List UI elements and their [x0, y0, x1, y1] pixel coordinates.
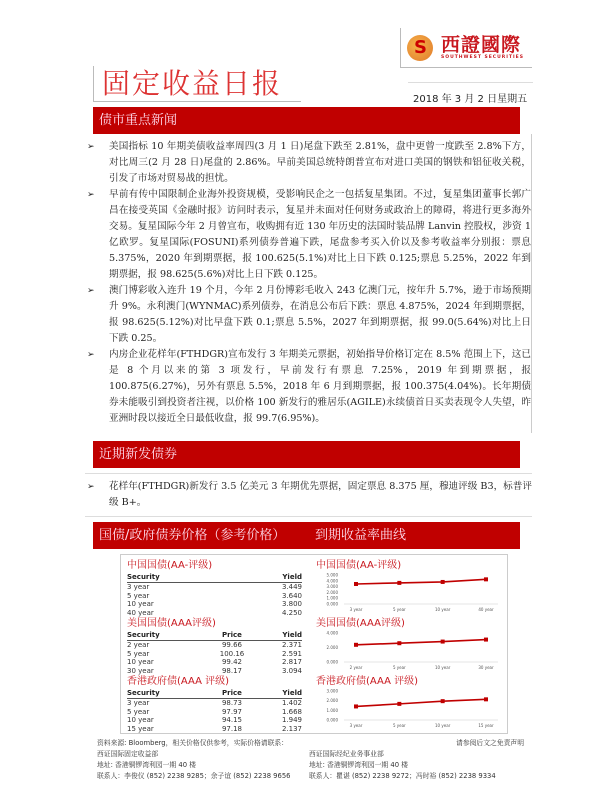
bond-panel [120, 554, 508, 734]
cell-security: 15 year [127, 724, 154, 733]
cell-price [207, 592, 257, 601]
report-date: 2018 年 3 月 2 日星期五 [413, 94, 528, 105]
dept-contacts: 联系人：李俊仪 (852) 2238 9285；余子谊 (852) 2238 9656 [97, 772, 291, 780]
y-tick-label: 2.000 [326, 698, 338, 704]
cell-yield: 3.094 [281, 666, 302, 675]
chart-svg [316, 688, 504, 732]
col-price [207, 572, 257, 582]
yield-chart [316, 675, 504, 736]
new-issues-list [85, 473, 532, 517]
data-point [354, 704, 358, 708]
x-tick-label: 30 year [478, 665, 494, 670]
bullet-icon: ➢ [87, 142, 95, 152]
table-row [127, 592, 302, 601]
y-tick-label: 0.000 [326, 659, 338, 665]
cell-yield: 2.137 [281, 724, 302, 733]
y-tick-label: 0.000 [326, 717, 338, 723]
company-logo [400, 28, 532, 68]
cell-security: 5 year [127, 649, 150, 658]
cell-security: 5 year [127, 707, 150, 716]
series-line [356, 579, 486, 584]
x-tick-label: 2 year [349, 665, 363, 670]
chart-title: 美国国债(AAA评级) [316, 618, 405, 629]
news-text: 美国指标 10 年期美债收益率周四(3 月 1 日)尾盘下跌至 2.81%，盘中更曾一度跌至 2.8%下方，对比周三(2 月 28 日)尾盘的 2.86%。早前美国总统特朗普宣布对进口美国的钢铁和铝征收关税，引发了市场对贸易战的担忧。 [109, 141, 531, 184]
logo-cn: 西證國際 [441, 34, 522, 56]
logo-en: SOUTHWEST SECURITIES [441, 55, 524, 60]
col-yield: Yield [282, 689, 302, 697]
table-row [127, 583, 302, 592]
report-body [85, 107, 532, 786]
y-tick-label: 2.000 [326, 645, 338, 650]
yield-chart [316, 559, 504, 620]
data-point [484, 697, 488, 701]
x-tick-label: 5 year [392, 723, 406, 728]
cell-price: 98.73 [221, 699, 243, 707]
y-tick-label: 4.000 [326, 630, 338, 636]
bond-table [127, 559, 302, 617]
cell-yield: 3.800 [281, 600, 302, 609]
table-row [127, 708, 302, 717]
cell-yield: 1.668 [281, 707, 302, 716]
news-text: 澳门博彩收入连升 19 个月，今年 2 月份博彩毛收入 243 亿澳门元，按年升 5.7%，逊于市场预期升 9%。永利澳门(WYNMAC)系列债券，在消息公布后下跌：票息 4.875%，2024 年到期票据，报 98.625(5.12%)对比早盘下跌 0.1;票息 5.5%，2027 年到期票据，报 99.0(5.64%)对比上日下跌 0.25。 [109, 285, 531, 344]
bullet-icon: ➢ [87, 482, 95, 492]
series-line [356, 640, 486, 645]
cell-yield: 1.402 [281, 699, 302, 707]
col-security: Security [127, 689, 160, 697]
data-point [397, 702, 401, 706]
data-point [354, 643, 358, 647]
y-tick-label: 4.000 [326, 578, 338, 584]
data-point [441, 699, 445, 703]
cell-yield: 2.817 [281, 658, 302, 667]
news-text: 内房企业花样年(FTHDGR)宣布发行 3 年期美元票据，初始指导价格订定在 8.5% 范围上下，这已是 8 个月以来的第 3 项发行，早前发行有票息 7.25%，2019 年到期票据，报 100.875(6.27%)，另外有票息 5.5%，2018 年 6 月到期票据，报 100.375(4.04%)。长年期债券未能吸引到投资者注视，以价格 100 新发行的雅居乐(AGILE)永续债首日买卖表现令人失望，昨亚洲时段以接近全日最低收盘，报 99.7(6.95%)。 [109, 349, 531, 424]
x-tick-label: 40 year [478, 607, 494, 612]
chart-title: 香港政府债(AAA 评级) [316, 676, 419, 687]
data-point [441, 580, 445, 584]
data-point [484, 638, 488, 642]
table-header [127, 630, 302, 641]
x-tick-label: 15 year [478, 723, 494, 728]
divider [408, 82, 533, 83]
news-item [85, 347, 531, 427]
dept-name: 西证国际固定收益部 [97, 750, 159, 758]
cell-security: 10 year [127, 600, 154, 609]
y-tick-label: 1.000 [326, 707, 338, 713]
page-title: 固定收益日报 [93, 66, 301, 102]
cell-security: 2 year [127, 641, 150, 649]
news-text: 早前有传中国限制企业海外投资规模，受影响民企之一包括复星集团。不过，复星集团董事长郭广昌在接受英国《金融时报》访问时表示，复星并未面对任何财务或政治上的障碍，将进行更多海外交易。复星国际今年 2 月曾宣布，收购拥有近 130 年历史的法国时装品牌 Lanvin 控股权，涉资 1 亿欧罗。复星国际(FOSUNI)系列债券普遍下跌，尾盘参考买入价以及参考收益率分别报：票息 5.375%，2020 年到期票据，报 100.625(5.1%)对比上日下跌 0.125;票息 5.25%，2022 年到期票据，报 98.625(5.6%)对比上日下跌 0.125。 [109, 189, 531, 280]
cell-price: 99.66 [221, 641, 243, 649]
col-yield: Yield [282, 573, 302, 581]
table-title: 香港政府债(AAA 评级) [127, 676, 230, 687]
cell-price [207, 583, 257, 592]
y-tick-label: 3.000 [326, 584, 338, 590]
issue-text: 花样年(FTHDGR)新发行 3.5 亿美元 3 年期优先票据，固定票息 8.375 厘，穆迪评级 B3，标普评级 B+。 [109, 481, 532, 508]
footer [97, 738, 523, 786]
dept-name: 西证国际经纪业务事业部 [309, 750, 384, 758]
cell-yield: 2.371 [281, 641, 302, 649]
table-header [127, 688, 302, 699]
table-row [127, 658, 302, 667]
y-tick-label: 1.000 [326, 595, 338, 601]
cell-price: 99.42 [221, 658, 243, 667]
table-title: 美国国债(AAA评级) [127, 618, 216, 629]
col-price: Price [222, 631, 242, 639]
data-point [397, 641, 401, 645]
cell-price: 100.16 [219, 649, 245, 658]
curve-title: 到期收益率曲线 [315, 528, 407, 543]
cell-security: 40 year [127, 608, 154, 617]
table-row [127, 716, 302, 725]
y-tick-label: 0.000 [326, 601, 338, 607]
x-tick-label: 3 year [349, 607, 363, 612]
logo-mark-icon [407, 35, 433, 61]
section-header-new-issues: 近期新发债券 [93, 441, 520, 468]
disclaimer-note: 请参阅后文之免责声明 [456, 739, 524, 747]
bullet-icon: ➢ [87, 190, 95, 200]
x-tick-label: 3 year [349, 723, 363, 728]
data-point [484, 577, 488, 581]
yield-chart [316, 617, 504, 678]
cell-price: 97.18 [221, 724, 243, 733]
news-item [85, 139, 531, 187]
cell-security: 3 year [127, 699, 150, 707]
cell-yield: 3.449 [281, 583, 302, 591]
bullet-icon: ➢ [87, 350, 95, 360]
cell-price: 97.97 [221, 707, 243, 716]
cell-security: 3 year [127, 583, 150, 591]
data-point [441, 640, 445, 644]
news-item [85, 283, 531, 347]
chart-title: 中国国债(AA-评级) [316, 560, 402, 571]
dept-contacts: 联系人：瞿谌 (852) 2238 9272；冯时裕 (852) 2238 9334 [309, 772, 496, 780]
table-row [127, 699, 302, 708]
col-yield: Yield [282, 631, 302, 639]
cell-yield: 3.640 [281, 591, 302, 600]
cell-price [207, 600, 257, 609]
section-header-news: 债市重点新闻 [93, 107, 520, 134]
chart-svg [316, 630, 504, 674]
table-header [127, 572, 302, 583]
x-tick-label: 10 year [435, 723, 451, 728]
chart-svg [316, 572, 504, 616]
footer-left [97, 738, 290, 782]
section-header-prices [93, 522, 520, 549]
y-tick-label: 3.000 [326, 688, 338, 694]
data-point [397, 581, 401, 585]
col-price: Price [222, 689, 242, 697]
x-tick-label: 10 year [435, 607, 451, 612]
table-row [127, 650, 302, 659]
series-line [356, 699, 486, 706]
cell-price: 94.15 [221, 716, 243, 725]
news-list [85, 134, 532, 433]
news-item [85, 187, 531, 283]
x-tick-label: 10 year [435, 665, 451, 670]
x-tick-label: 5 year [392, 665, 406, 670]
table-row [127, 641, 302, 650]
cell-security: 10 year [127, 658, 154, 667]
col-security: Security [127, 631, 160, 639]
y-tick-label: 5.000 [326, 572, 338, 578]
cell-security: 10 year [127, 716, 154, 725]
x-tick-label: 5 year [392, 607, 406, 612]
dept-address: 地址: 香港铜锣湾利园一期 40 楼 [97, 761, 196, 769]
cell-security: 5 year [127, 591, 150, 600]
y-tick-label: 2.000 [326, 589, 338, 595]
dept-address: 地址: 香港铜锣湾利园一期 40 楼 [309, 761, 408, 769]
cell-yield: 4.250 [281, 608, 302, 617]
prices-title: 国债/政府债券价格（参考价格） [99, 528, 286, 543]
table-title: 中国国债(AA-评级) [127, 560, 213, 571]
cell-security: 30 year [127, 666, 154, 675]
cell-yield: 1.949 [281, 716, 302, 725]
source-note: 资料来源: Bloomberg，相关价格仅供参考，实际价格请联系： [97, 739, 288, 747]
bullet-icon: ➢ [87, 286, 95, 296]
table-row [127, 725, 302, 734]
table-row [127, 600, 302, 609]
cell-yield: 2.591 [281, 649, 302, 658]
cell-price: 98.17 [221, 666, 243, 675]
data-point [354, 582, 358, 586]
issue-item [85, 479, 532, 511]
bond-table [127, 617, 302, 675]
footer-right [309, 738, 524, 782]
col-security: Security [127, 573, 160, 581]
bond-table [127, 675, 302, 733]
